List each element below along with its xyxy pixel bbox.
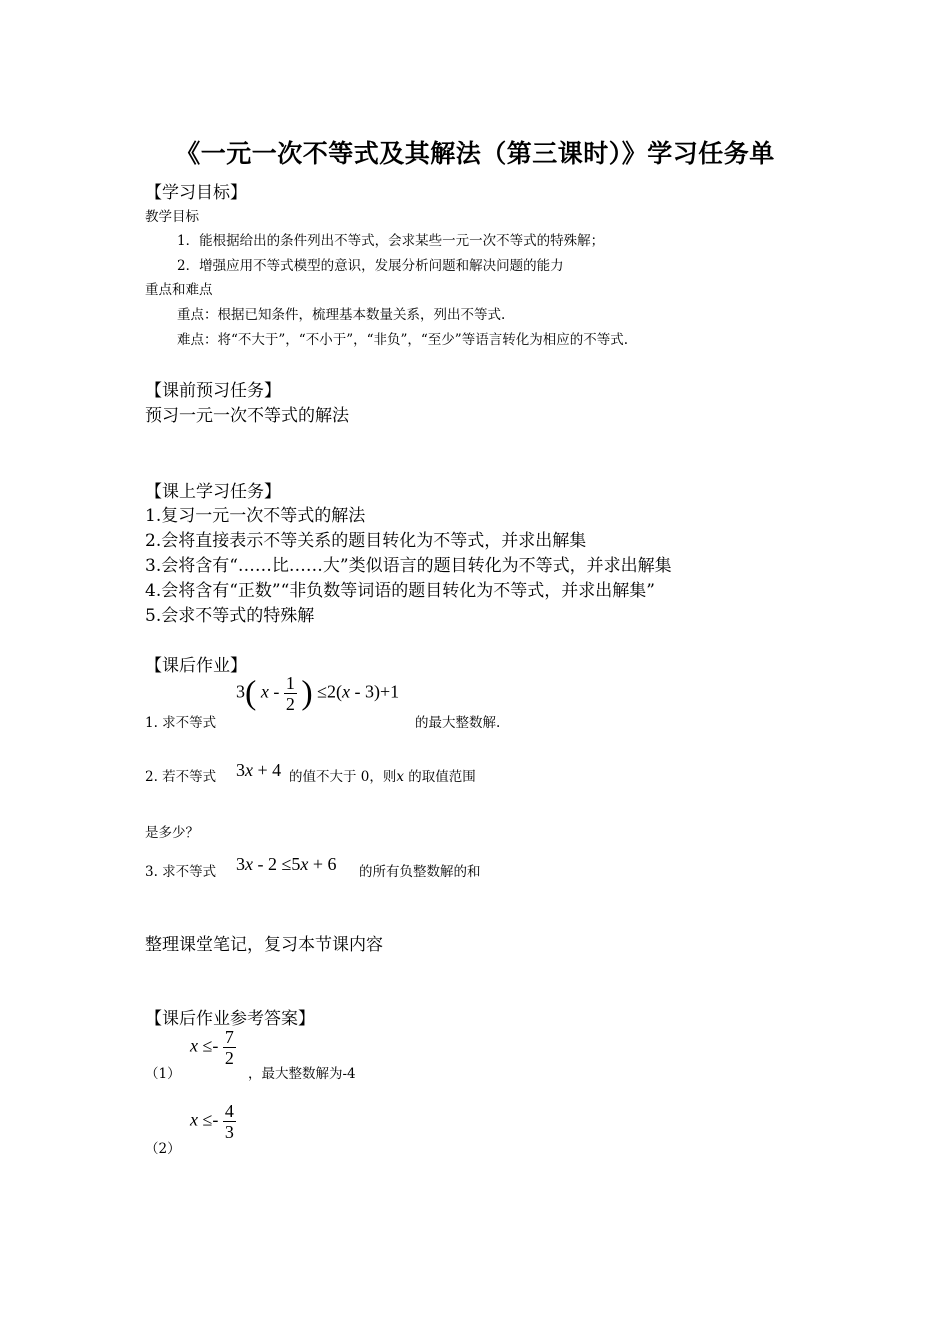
- hw-q2-line2: 是多少？: [145, 825, 199, 841]
- class-task-item: 1.复习一元一次不等式的解法: [145, 506, 366, 526]
- hw-q2-var: x: [396, 769, 405, 785]
- answer-1-formula: x ≤- $\frac{7}{2}$: [190, 1027, 234, 1068]
- class-task-item: 5.会求不等式的特殊解: [145, 606, 315, 626]
- class-task-item: 2.会将直接表示不等关系的题目转化为不等式，并求出解集: [145, 531, 587, 551]
- hw-q3-prefix: 3. 求不等式: [145, 864, 217, 880]
- hw-q3-formula: 3x - 2 ≤5x + 6: [236, 854, 337, 874]
- answers-heading: 【课后作业参考答案】: [145, 1009, 315, 1029]
- goal-item-2: 2．增强应用不等式模型的意识，发展分析问题和解决问题的能力: [177, 258, 564, 274]
- focus-label: 重点和难点: [145, 282, 213, 298]
- page-title: 《一元一次不等式及其解法（第三课时）》学习任务单: [175, 139, 775, 168]
- hw-q2-tail: [289, 765, 476, 785]
- key-point: 重点：根据已知条件，梳理基本数量关系，列出不等式.: [177, 307, 506, 323]
- preview-heading: 【课前预习任务】: [145, 381, 281, 401]
- goal-item-1: 1．能根据给出的条件列出不等式，会求某些一元一次不等式的特殊解；: [177, 233, 605, 249]
- hw-q2-formula: 3x + 4: [236, 760, 282, 780]
- answer-2-label: （2）: [145, 1141, 181, 1157]
- hw-q1-formula: 3( x - $\frac{1}{2}$ ) ≤2(x - 3)+1: [236, 673, 400, 714]
- class-task-item: 3.会将含有“……比……大”类似语言的题目转化为不等式，并求出解集: [145, 556, 672, 576]
- hw-q2-suffix: 的取值范围: [404, 769, 476, 785]
- answer-2-formula: x ≤- $\frac{4}{3}$: [190, 1101, 234, 1142]
- answer-1-suffix: ，最大整数解为-4: [248, 1066, 356, 1082]
- answer-1-label: （1）: [145, 1066, 181, 1082]
- goals-heading: 【学习目标】: [145, 183, 247, 203]
- preview-text: 预习一元一次不等式的解法: [145, 406, 349, 426]
- class-tasks-heading: 【课上学习任务】: [145, 482, 281, 502]
- class-task-item: 4.会将含有“正数”“非负数等词语的题目转化为不等式，并求出解集”: [145, 581, 655, 601]
- hw-q3-suffix: 的所有负整数解的和: [359, 864, 481, 880]
- teaching-goals-label: 教学目标: [145, 209, 199, 225]
- difficulty: 难点：将“不大于”，“不小于”，“非负”，“至少”等语言转化为相应的不等式.: [177, 332, 629, 348]
- hw-q2-prefix: 2. 若不等式: [145, 769, 217, 785]
- hw-q1-prefix: 1. 求不等式: [145, 715, 217, 731]
- hw-q2-mid: 的值不大于 0，则: [289, 769, 397, 785]
- hw-q1-suffix: 的最大整数解.: [415, 715, 501, 731]
- review-note: 整理课堂笔记，复习本节课内容: [145, 935, 383, 955]
- homework-heading: 【课后作业】: [145, 656, 247, 676]
